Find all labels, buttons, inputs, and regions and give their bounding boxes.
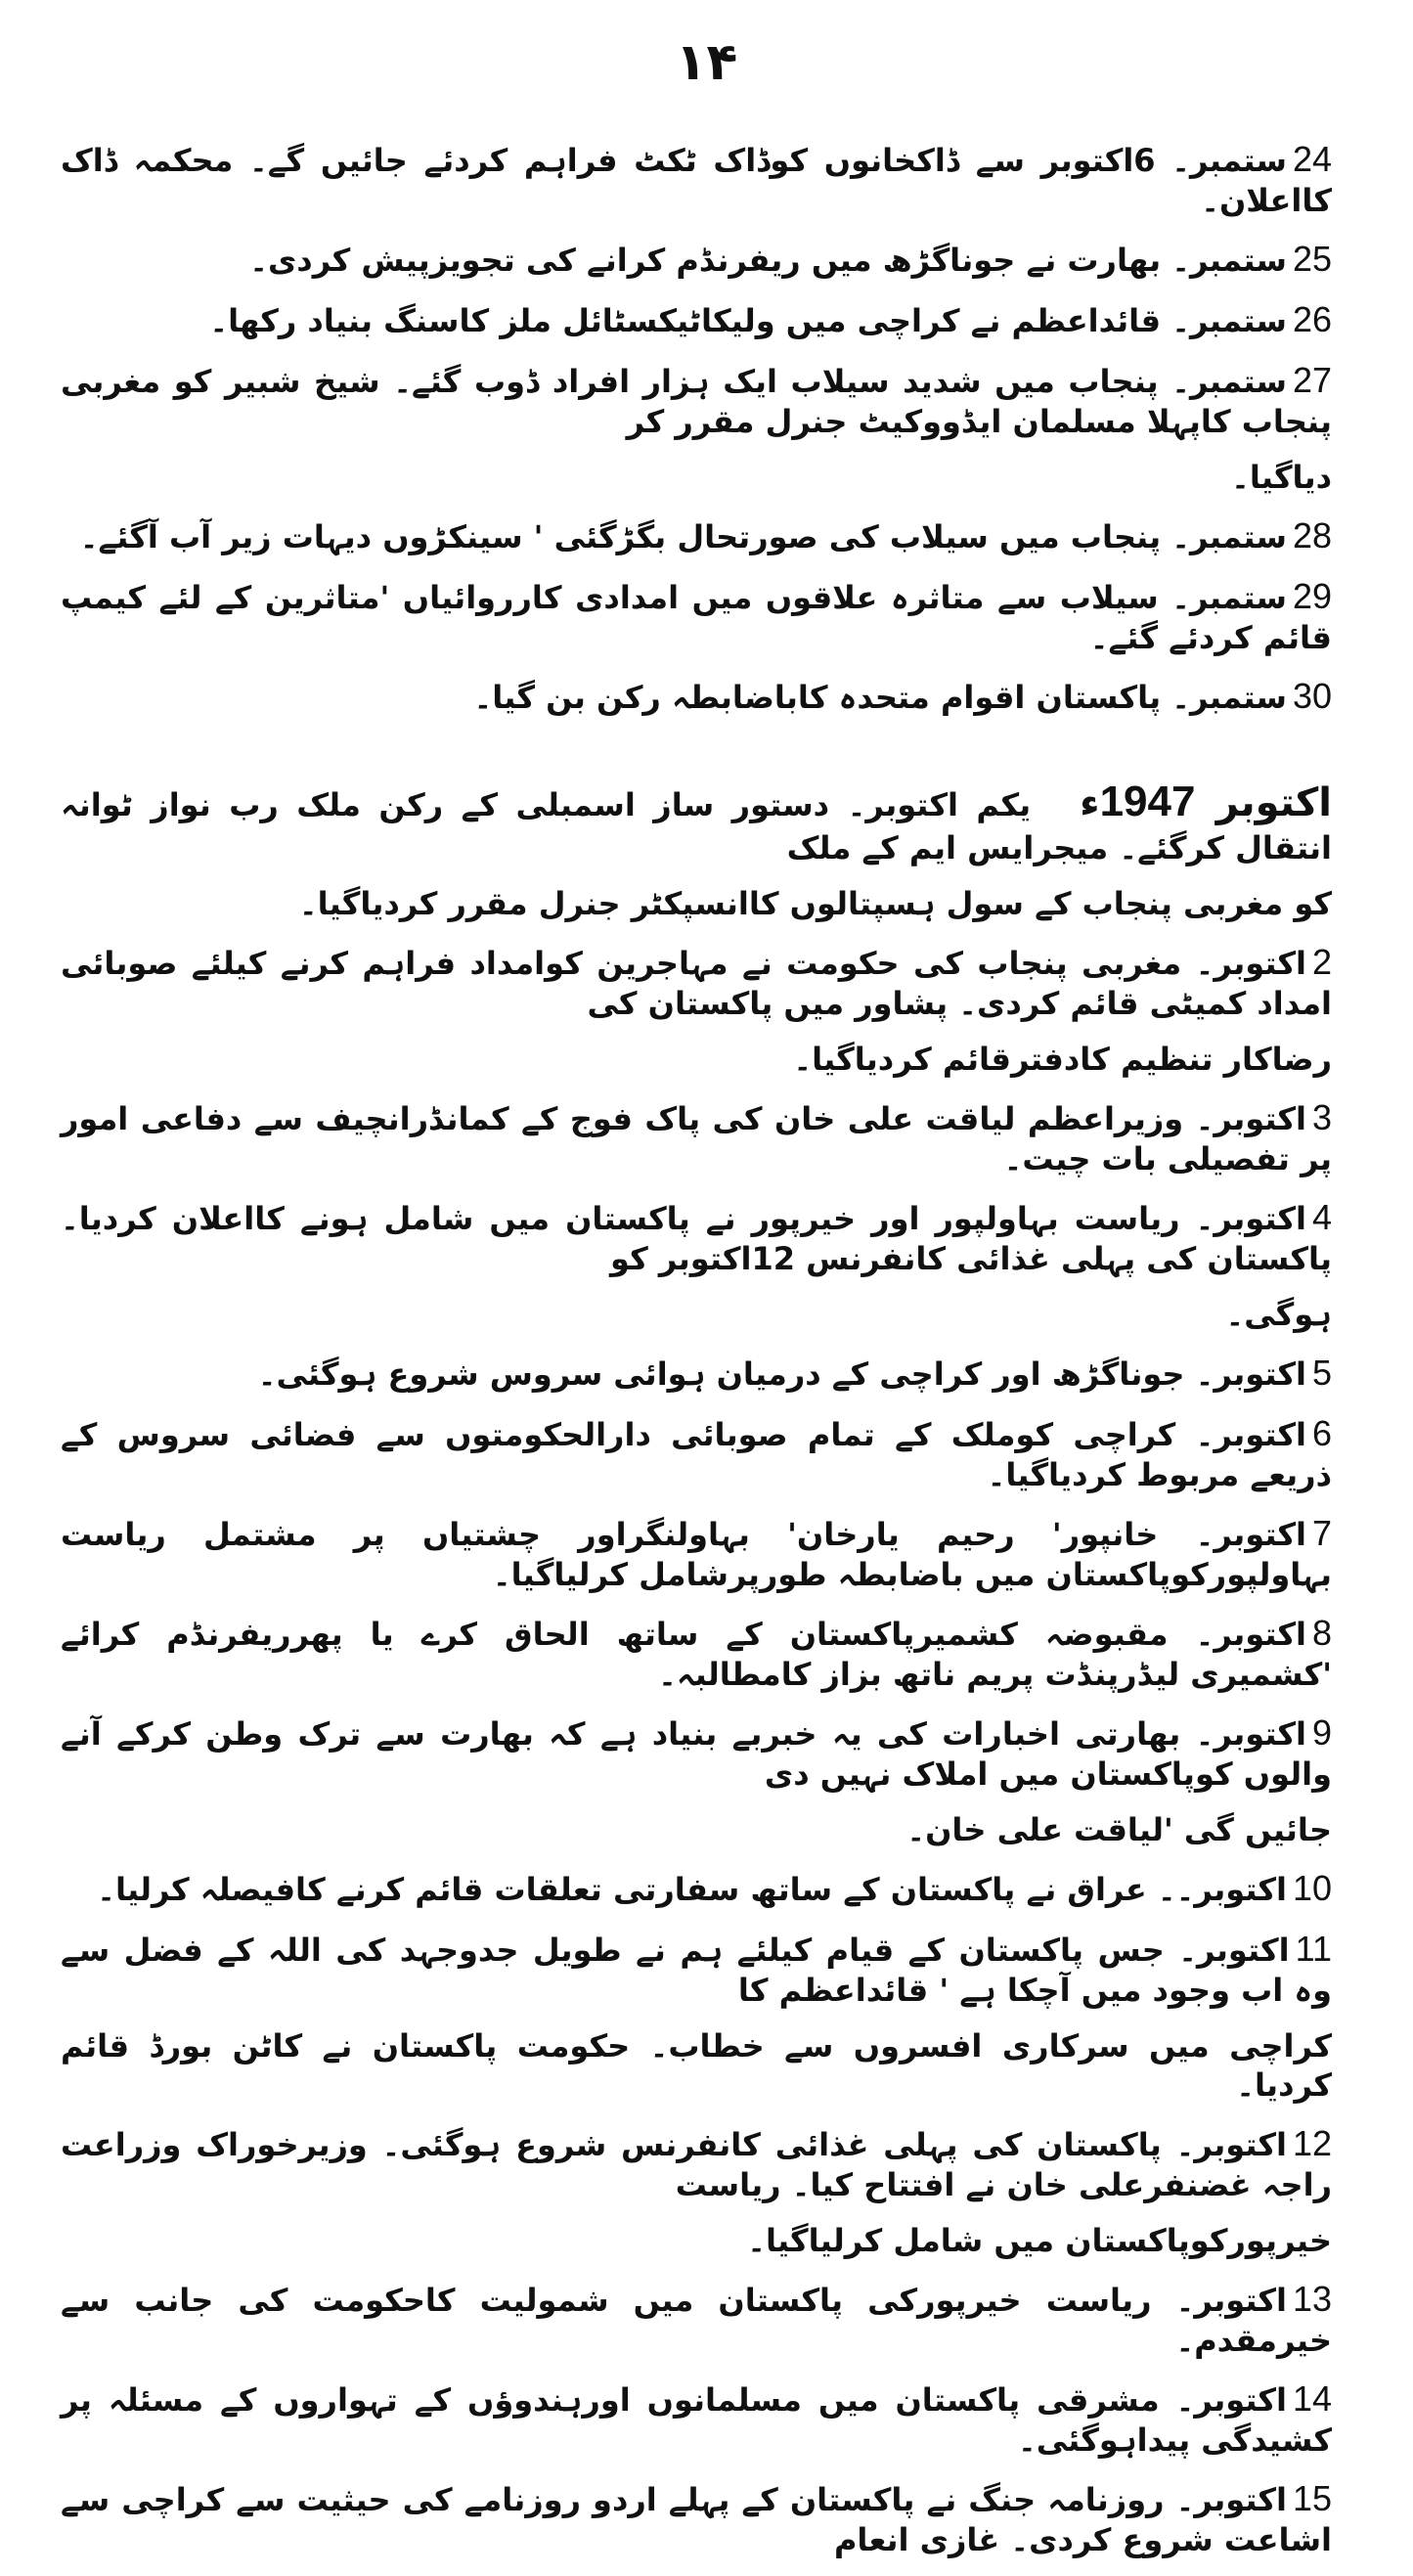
entry-sep-24: 24ستمبر۔ 6اکتوبر سے ڈاکخانوں کوڈاک ٹکٹ فراہم کردئے جائیں گے۔ محکمہ ڈاک کااعلان۔ xyxy=(61,139,1333,219)
entry-sep-27: 27ستمبر۔ پنجاب میں شدید سیلاب ایک ہزار افراد ڈوب گئے۔ شیخ شبیر کو مغربی پنجاب کاپہلا مسلمان ایڈووکیٹ جنرل مقرر کر xyxy=(61,360,1332,440)
october-intro: یکم اکتوبر۔ دستور ساز اسمبلی کے رکن ملک رب نواز ٹوانہ انتقال کرگئے۔ میجرایس ایم کے ملک xyxy=(61,786,1332,866)
october-intro-continued: کو مغربی پنجاب کے سول ہسپتالوں کاانسپکٹر جنرل مقرر کردیاگیا۔ xyxy=(298,885,1332,922)
entry-oct-6: 6اکتوبر۔ کراچی کوملک کے تمام صوبائی دارالحکومتوں سے فضائی سروس کے ذریعے مربوط کردیاگیا۔ xyxy=(61,1413,1332,1493)
entry-oct-15: 15اکتوبر۔ روزنامہ جنگ نے پاکستان کے پہلے اردو روزنامے کی حیثیت سے کراچی سے اشاعت شروع کردی۔ غازی انعام xyxy=(61,2478,1332,2558)
entry-sep-26: 26ستمبر۔ قائداعظم نے کراچی میں ولیکاٹیکسٹائل ملز کاسنگ بنیاد رکھا۔ xyxy=(209,299,1332,339)
entry-sep-30: 30ستمبر۔ پاکستان اقوام متحدہ کاباضابطہ رکن بن گیا۔ xyxy=(473,676,1332,716)
entry-oct-11-continued: کراچی میں سرکاری افسروں سے خطاب۔ حکومت پاکستان نے کاٹن بورڈ قائم کردیا۔ xyxy=(61,2027,1332,2104)
entry-oct-12: 12اکتوبر۔ پاکستان کی پہلی غذائی کانفرنس شروع ہوگئی۔ وزیرخوراک وزراعت راجہ غضنفرعلی خان نے افتتاح کیا۔ ریاست xyxy=(61,2123,1332,2203)
entry-oct-7: 7اکتوبر۔ خانپور' رحیم یارخان' بہاولنگراور چشتیاں پر مشتمل ریاست بہاولپورکوپاکستان میں باضابطہ طورپرشامل کرلیاگیا۔ xyxy=(61,1513,1332,1593)
october-heading-line xyxy=(61,775,1332,867)
text-column xyxy=(61,137,1332,2576)
page-number: ۱۴ xyxy=(675,33,738,92)
month-heading: اکتوبر 1947ء xyxy=(1080,777,1332,825)
entry-sep-25: 25ستمبر۔ بھارت نے جوناگڑھ میں ریفرنڈم کرانے کی تجویزپیش کردی۔ xyxy=(249,239,1332,279)
entry-oct-8: 8اکتوبر۔ مقبوضہ کشمیرپاکستان کے ساتھ الحاق کرے یا پھرریفرنڈم کرائے 'کشمیری لیڈرپنڈت پریم ناتھ بزاز کامطالبہ۔ xyxy=(61,1613,1332,1693)
entry-oct-10: 10اکتوبر۔۔ عراق نے پاکستان کے ساتھ سفارتی تعلقات قائم کرنے کافیصلہ کرلیا۔ xyxy=(97,1868,1332,1908)
entry-oct-4-continued: ہوگی۔ xyxy=(1225,1296,1332,1333)
entry-sep-28: 28ستمبر۔ پنجاب میں سیلاب کی صورتحال بگڑگئی ' سینکڑوں دیہات زیر آب آگئے۔ xyxy=(79,515,1332,555)
entry-oct-13: 13اکتوبر۔ ریاست خیرپورکی پاکستان میں شمولیت کاحکومت کی جانب سے خیرمقدم۔ xyxy=(61,2279,1332,2359)
entry-oct-2: 2اکتوبر۔ مغربی پنجاب کی حکومت نے مہاجرین کوامداد فراہم کرنے کیلئے صوبائی امداد کمیٹی قائم کردی۔ پشاور میں پاکستان کی xyxy=(61,942,1332,1022)
entry-oct-9-continued: جائیں گی 'لیاقت علی خان۔ xyxy=(906,1811,1332,1848)
entry-oct-9: 9اکتوبر۔ بھارتی اخبارات کی یہ خبربے بنیاد ہے کہ بھارت سے ترک وطن کرکے آنے والوں کوپاکستان میں املاک نہیں دی xyxy=(61,1712,1332,1793)
entry-oct-3: 3اکتوبر۔ وزیراعظم لیاقت علی خان کی پاک فوج کے کمانڈرانچیف سے دفاعی امور پر تفصیلی بات چیت۔ xyxy=(61,1097,1332,1177)
entry-oct-4: 4اکتوبر۔ ریاست بہاولپور اور خیرپور نے پاکستان میں شامل ہونے کااعلان کردیا۔ پاکستان کی پہلی غذائی کانفرنس 12اکتوبر کو xyxy=(61,1197,1332,1277)
entry-oct-5: 5اکتوبر۔ جوناگڑھ اور کراچی کے درمیان ہوائی سروس شروع ہوگئی۔ xyxy=(257,1353,1332,1393)
entry-oct-2-continued: رضاکار تنظیم کادفترقائم کردیاگیا۔ xyxy=(793,1041,1332,1078)
entry-sep-29: 29ستمبر۔ سیلاب سے متاثرہ علاقوں میں امدادی کارروائیاں 'متاثرین کے لئے کیمپ قائم کردئے گئے۔ xyxy=(61,576,1332,656)
entry-oct-11: 11اکتوبر۔ جس پاکستان کے قیام کیلئے ہم نے طویل جدوجہد کی اللہ کے فضل سے وہ اب وجود میں آچکا ہے ' قائداعظم کا xyxy=(61,1929,1332,2009)
entry-sep-27-continued: دیاگیا۔ xyxy=(1231,459,1332,496)
entry-oct-12-continued: خیرپورکوپاکستان میں شامل کرلیاگیا۔ xyxy=(747,2222,1332,2259)
entry-oct-14: 14اکتوبر۔ مشرقی پاکستان میں مسلمانوں اورہندوؤں کے تہواروں کے مسئلہ پر کشیدگی پیداہوگئی۔ xyxy=(61,2378,1332,2459)
